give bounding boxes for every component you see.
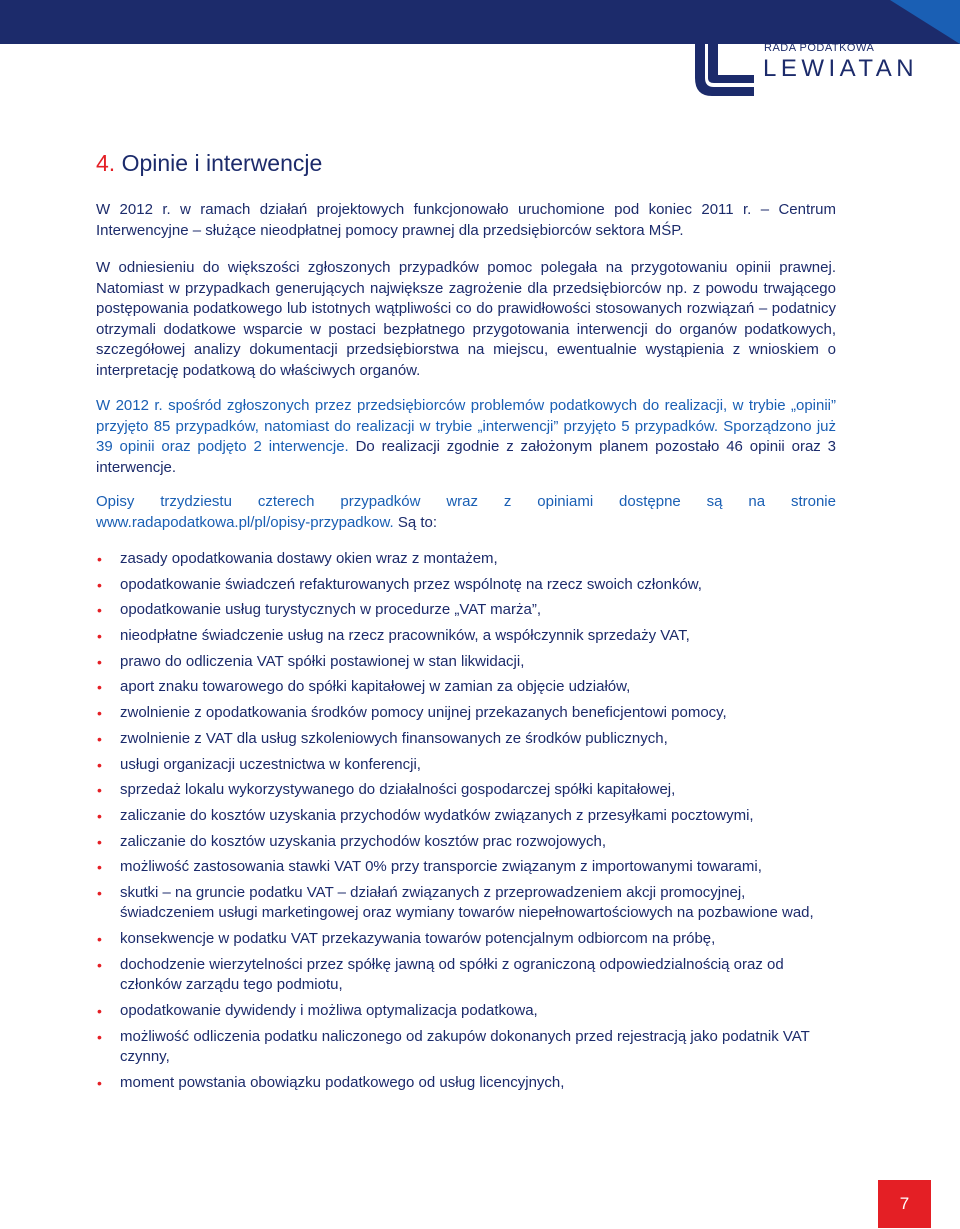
list-item [96,780,841,801]
list-item-text: opodatkowanie świadczeń refakturowanych przez wspólnotę na rzecz swoich członków, [120,575,702,593]
case-list [96,549,841,1099]
list-item-text: aport znaku towarowego do spółki kapitałowej w zamian za objęcie udziałów, [120,678,631,696]
list-item [96,755,841,776]
list-item [96,955,841,996]
list-item-text: opodatkowanie dywidendy i możliwa optymalizacja podatkowa, [120,1002,538,1019]
paragraph-support: W odniesieniu do większości zgłoszonych przypadków pomoc polegała na przygotowaniu opinii prawnej. Natomiast w przypadkach generujących największe zagrożenie dla przedsiębiorców np. z powodu trwającego postępowania podatkowego lub istotnych wątpliwości co do prawidłowości stosowanych rozwiązań – podatnicy otrzymali dodatkowe wsparcie w postaci bezpłatnego przygotowania interwencji do organów podatkowych, szczegółowej analizy dokumentacji przedsiębiorstwa na miejscu, ewentualnie wystąpienia z wnioskiem o interpretację podatkową do właściwych organów. [96,259,836,379]
list-item-text: zwolnienie z VAT dla usług szkoleniowych finansowanych ze środków publicznych, [120,729,668,747]
bullet-icon: • [97,730,102,747]
list-item-text: moment powstania obowiązku podatkowego od usług licencyjnych, [120,1073,565,1091]
bullet-icon: • [97,551,102,567]
list-item [96,1073,841,1094]
list-item [96,703,841,724]
list-item-text: możliwość odliczenia podatku naliczonego od zakupów dokonanych przed rejestracją jako podatnik VAT czynny, [120,1027,810,1066]
statistics-remaining: Do realizacji zgodnie z założonym planem pozostało 46 opinii oraz 3 interwencje. [96,438,836,476]
page-number: 7 [878,1180,931,1228]
list-item-text: zasady opodatkowania dostawy okien wraz z montażem, [120,550,498,567]
cases-link-text: Opisy trzydziestu czterech przypadków wraz z opiniami dostępne są na stronie www.radapodatkowa.pl/pl/opisy-przypadkow. [96,493,836,531]
list-item-text: usługi organizacji uczestnictwa w konferencji, [120,755,421,773]
list-item-text: zaliczanie do kosztów uzyskania przychodów wydatków związanych z przesyłkami pocztowymi, [120,806,754,824]
logo-mark-icon [694,30,756,96]
list-item [96,929,841,950]
section-title-text: Opinie i interwencje [121,150,323,176]
list-item-text: zwolnienie z opodatkowania środków pomocy unijnej przekazanych beneficjentowi pomocy, [120,704,727,722]
list-item [96,883,841,924]
bullet-icon: • [97,679,102,696]
list-item-text: zaliczanie do kosztów uzyskania przychodów kosztów prac rozwojowych, [120,832,607,850]
logo-subtitle: RADA PODATKOWA [764,42,875,54]
list-item-text: prawo do odliczenia VAT spółki postawionej w stan likwidacji, [120,652,525,670]
list-item [96,832,841,853]
list-item [96,600,841,621]
statistics-highlight: W 2012 r. spośród zgłoszonych przez przedsiębiorców problemów podatkowych do realizacji, w trybie „opinii” przyjęto 85 przypadków, natomiast do realizacji w trybie „interwencji” przyjęto 5 przypadków. Sporządzono już 39 opinii oraz podjęto 2 interwencje. [96,397,836,455]
list-item-text: konsekwencje w podatku VAT przekazywania towarów potencjalnym odbiorcom na próbę, [120,930,716,948]
logo-title: LEWIATAN [763,55,919,82]
bullet-icon: • [97,807,102,824]
list-item [96,729,841,750]
bullet-icon: • [97,576,102,593]
logo [694,30,924,96]
cases-intro-text: Są to: [393,513,438,531]
bullet-icon: • [97,653,102,670]
section-title [96,150,322,177]
bullet-icon: • [97,884,102,901]
bullet-icon: • [97,931,102,948]
bullet-icon: • [97,833,102,850]
list-item [96,549,841,570]
bullet-icon: • [97,1003,102,1019]
paragraph-intro: W 2012 r. w ramach działań projektowych funkcjonowało uruchomione pod koniec 2011 r. – Centrum Interwencyjne – służące nieodpłatnej pomocy prawnej dla przedsiębiorców sektora MŚP. [96,201,836,239]
bullet-icon: • [97,1028,102,1045]
list-item [96,575,841,596]
list-item [96,857,841,878]
paragraph-cases-link [96,492,836,533]
bullet-icon: • [97,756,102,773]
list-item [96,652,841,673]
bullet-icon: • [97,705,102,722]
list-item-text: opodatkowanie usług turystycznych w procedurze „VAT marża”, [120,601,542,619]
section-number: 4. [96,150,116,176]
list-item [96,806,841,827]
bullet-icon: • [97,782,102,799]
bullet-icon: • [97,956,102,973]
list-item [96,1027,841,1068]
list-item-text: skutki – na gruncie podatku VAT – działań związanych z przeprowadzeniem akcji promocyjnej, świadczeniem usługi marketingowej oraz wymiany towarów niepełnowartościowych na pozbawione wad, [120,883,814,922]
list-item [96,1001,841,1022]
bullet-icon: • [97,628,102,645]
list-item-text: możliwość zastosowania stawki VAT 0% przy transporcie związanym z importowanymi towarami, [120,858,762,876]
bullet-icon: • [97,1074,102,1091]
bullet-icon: • [97,859,102,876]
list-item-text: dochodzenie wierzytelności przez spółkę jawną od spółki z ograniczoną odpowiedzialnością oraz od członków zarządu tego podmiotu, [120,955,784,994]
list-item-text: sprzedaż lokalu wykorzystywanego do działalności gospodarczej spółki kapitałowej, [120,781,676,799]
list-item [96,677,841,698]
bullet-icon: • [97,602,102,619]
list-item [96,626,841,647]
paragraph-statistics [96,396,836,478]
list-item-text: nieodpłatne świadczenie usług na rzecz pracowników, a współczynnik sprzedaży VAT, [120,627,690,645]
